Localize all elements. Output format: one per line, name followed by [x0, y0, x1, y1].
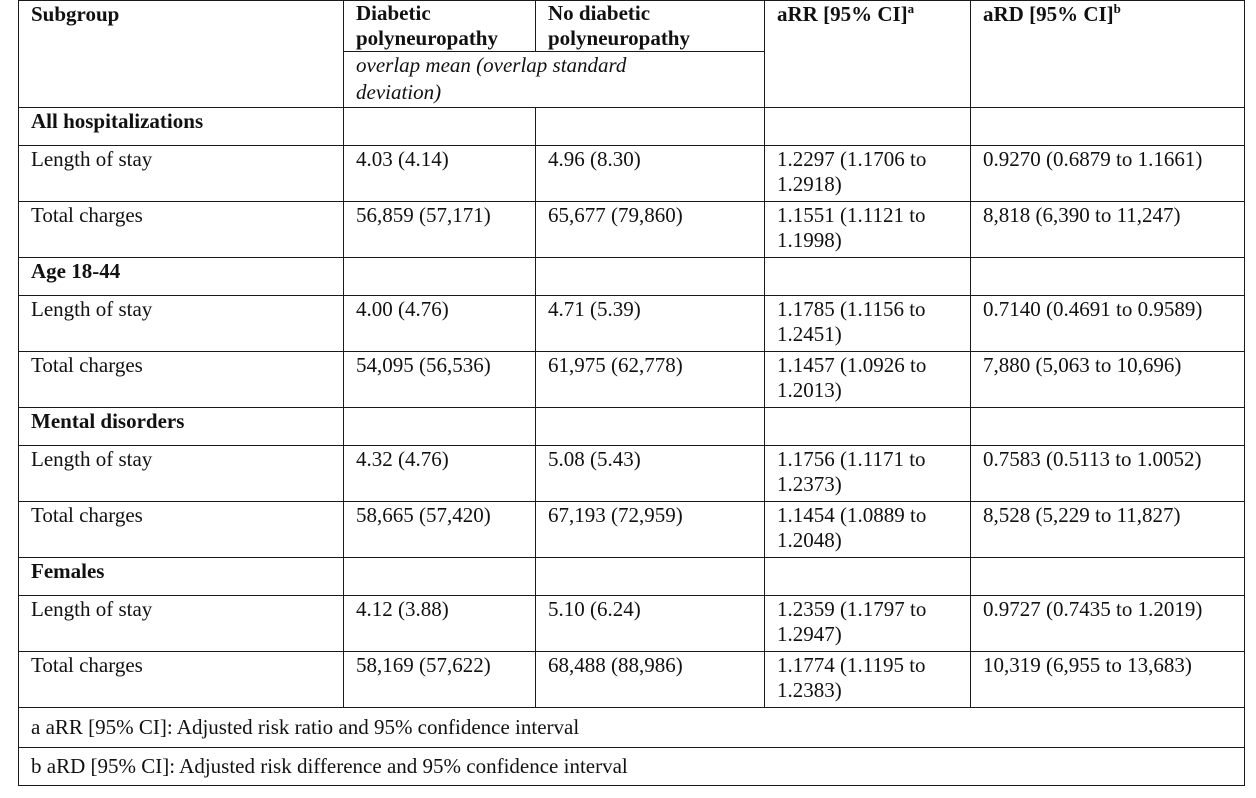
empty-cell — [971, 108, 1245, 146]
empty-cell — [536, 558, 765, 596]
cell-ard: 8,818 (6,390 to 11,247) — [971, 202, 1245, 258]
header-diabetic: Diabetic polyneuropathy — [344, 1, 536, 52]
cell-diabetic: 54,095 (56,536) — [344, 352, 536, 408]
cell-diabetic: 4.32 (4.76) — [344, 446, 536, 502]
cell-no-diabetic: 4.71 (5.39) — [536, 296, 765, 352]
footnote-arr: a aRR [95% CI]: Adjusted risk ratio and 95% confidence interval — [19, 708, 1245, 748]
empty-cell — [765, 108, 971, 146]
row-label: Total charges — [19, 502, 344, 558]
cell-arr: 1.2359 (1.1797 to 1.2947) — [765, 596, 971, 652]
results-table-container — [18, 0, 1244, 786]
section-title: Mental disorders — [19, 408, 344, 446]
cell-no-diabetic: 67,193 (72,959) — [536, 502, 765, 558]
empty-cell — [971, 558, 1245, 596]
table-row — [19, 596, 1245, 652]
section-title: All hospitalizations — [19, 108, 344, 146]
table-row — [19, 296, 1245, 352]
cell-no-diabetic: 68,488 (88,986) — [536, 652, 765, 708]
cell-no-diabetic: 4.96 (8.30) — [536, 146, 765, 202]
cell-ard: 0.7140 (0.4691 to 0.9589) — [971, 296, 1245, 352]
cell-arr: 1.1756 (1.1171 to 1.2373) — [765, 446, 971, 502]
empty-cell — [765, 558, 971, 596]
row-label: Total charges — [19, 202, 344, 258]
cell-diabetic: 56,859 (57,171) — [344, 202, 536, 258]
cell-arr: 1.1551 (1.1121 to 1.1998) — [765, 202, 971, 258]
table-row — [19, 502, 1245, 558]
table-row — [19, 146, 1245, 202]
cell-diabetic: 58,665 (57,420) — [344, 502, 536, 558]
cell-no-diabetic: 5.08 (5.43) — [536, 446, 765, 502]
section-title: Age 18-44 — [19, 258, 344, 296]
cell-ard: 0.9270 (0.6879 to 1.1661) — [971, 146, 1245, 202]
section-header-row — [19, 558, 1245, 596]
row-label: Length of stay — [19, 146, 344, 202]
empty-cell — [971, 408, 1245, 446]
section-header-row — [19, 408, 1245, 446]
cell-diabetic: 4.12 (3.88) — [344, 596, 536, 652]
empty-cell — [344, 258, 536, 296]
empty-cell — [344, 558, 536, 596]
table-header — [19, 1, 1245, 108]
cell-diabetic: 4.00 (4.76) — [344, 296, 536, 352]
empty-cell — [971, 258, 1245, 296]
header-arr: aRR [95% CI]$^a$ — [765, 1, 971, 108]
cell-arr: 1.1457 (1.0926 to 1.2013) — [765, 352, 971, 408]
cell-ard: 0.7583 (0.5113 to 1.0052) — [971, 446, 1245, 502]
cell-ard: 10,319 (6,955 to 13,683) — [971, 652, 1245, 708]
empty-cell — [344, 108, 536, 146]
empty-cell — [536, 408, 765, 446]
section-header-row — [19, 258, 1245, 296]
row-label: Total charges — [19, 352, 344, 408]
header-no-diabetic: No diabetic polyneuropathy — [536, 1, 765, 52]
cell-ard: 7,880 (5,063 to 10,696) — [971, 352, 1245, 408]
cell-ard: 0.9727 (0.7435 to 1.2019) — [971, 596, 1245, 652]
cell-arr: 1.2297 (1.1706 to 1.2918) — [765, 146, 971, 202]
results-table — [18, 0, 1245, 786]
empty-cell — [765, 408, 971, 446]
header-ard: aRD [95% CI]$^b$ — [971, 1, 1245, 108]
table-footnotes — [19, 708, 1245, 786]
cell-no-diabetic: 61,975 (62,778) — [536, 352, 765, 408]
table-body — [19, 108, 1245, 708]
row-label: Length of stay — [19, 446, 344, 502]
row-label: Length of stay — [19, 596, 344, 652]
table-row — [19, 352, 1245, 408]
header-overlap-note: overlap mean (overlap standard deviation) — [344, 52, 765, 108]
footnote-ard: b aRD [95% CI]: Adjusted risk difference and 95% confidence interval — [19, 748, 1245, 786]
cell-no-diabetic: 5.10 (6.24) — [536, 596, 765, 652]
empty-cell — [536, 258, 765, 296]
cell-no-diabetic: 65,677 (79,860) — [536, 202, 765, 258]
row-label: Total charges — [19, 652, 344, 708]
empty-cell — [765, 258, 971, 296]
table-row — [19, 652, 1245, 708]
cell-arr: 1.1785 (1.1156 to 1.2451) — [765, 296, 971, 352]
table-row — [19, 202, 1245, 258]
cell-arr: 1.1774 (1.1195 to 1.2383) — [765, 652, 971, 708]
section-header-row — [19, 108, 1245, 146]
cell-arr: 1.1454 (1.0889 to 1.2048) — [765, 502, 971, 558]
cell-ard: 8,528 (5,229 to 11,827) — [971, 502, 1245, 558]
empty-cell — [344, 408, 536, 446]
empty-cell — [536, 108, 765, 146]
header-subgroup: Subgroup — [19, 1, 344, 108]
cell-diabetic: 58,169 (57,622) — [344, 652, 536, 708]
section-title: Females — [19, 558, 344, 596]
table-row — [19, 446, 1245, 502]
cell-diabetic: 4.03 (4.14) — [344, 146, 536, 202]
row-label: Length of stay — [19, 296, 344, 352]
